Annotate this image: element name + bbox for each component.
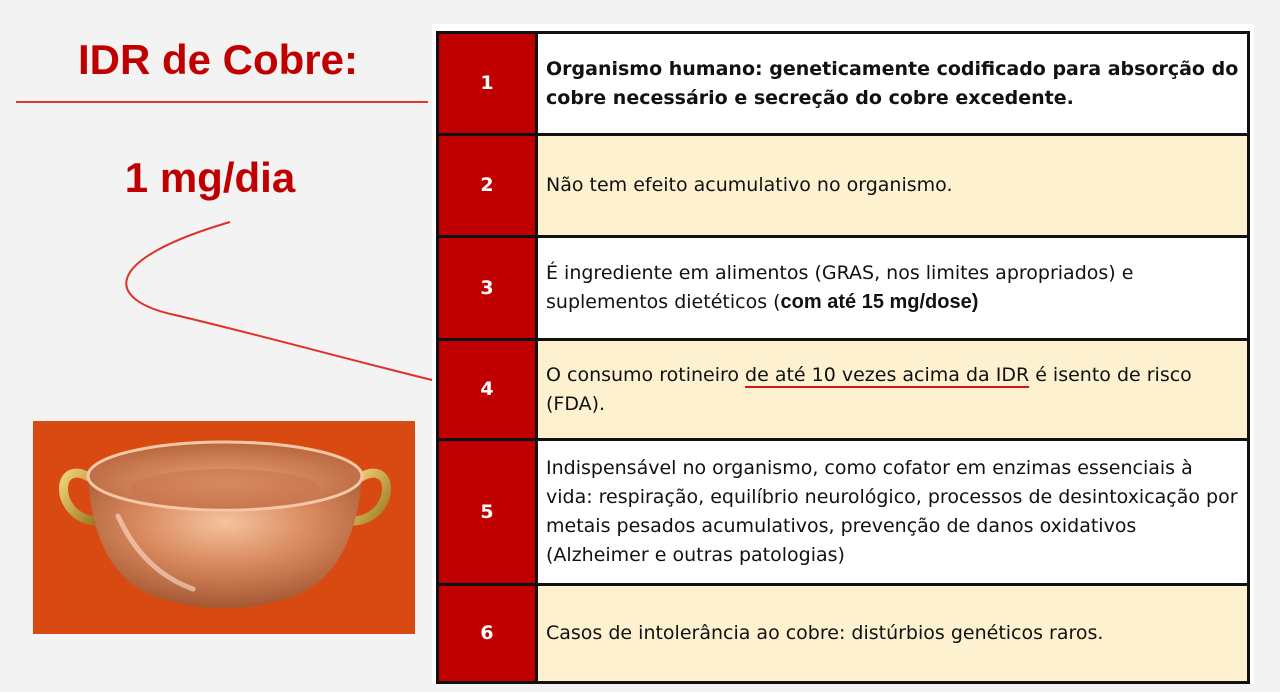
row-number: 6 xyxy=(438,585,537,683)
row-number: 2 xyxy=(438,135,537,237)
row-text: Organismo humano: geneticamente codificado para absorção do cobre necessário e secreção do cobre excedente. xyxy=(537,33,1249,135)
row-text-start: O consumo rotineiro xyxy=(546,363,746,386)
daily-dose: 1 mg/dia xyxy=(124,154,296,201)
table-row xyxy=(438,340,1249,440)
row-number: 4 xyxy=(438,340,537,440)
copper-facts-table xyxy=(436,31,1250,684)
row-text-main: É ingrediente em alimentos (GRAS, nos limites apropriados) e suplementos dietéticos ( xyxy=(546,262,1134,313)
row-text xyxy=(537,340,1249,440)
table-row xyxy=(438,237,1249,340)
row-text xyxy=(537,237,1249,340)
row-text: Indispensável no organismo, como cofator em enzimas essenciais à vida: respiração, equilíbrio neurológico, processos de desintoxicação por metais pesados acumulativos, prevenção de danos oxidativos (Alzheimer e outras patologias) xyxy=(537,440,1249,585)
table-row xyxy=(438,135,1249,237)
row-text-end: é isento de risco (FDA). xyxy=(546,363,1192,415)
page-title: IDR de Cobre: xyxy=(77,36,358,83)
row-number: 5 xyxy=(438,440,537,585)
copper-pot-icon xyxy=(33,421,415,634)
table-row xyxy=(438,585,1249,683)
row-text: Casos de intolerância ao cobre: distúrbios genéticos raros. xyxy=(537,585,1249,683)
row-text: Não tem efeito acumulativo no organismo. xyxy=(537,135,1249,237)
table-row xyxy=(438,33,1249,135)
row-text-underlined: de até 10 vezes acima da IDR xyxy=(745,363,1030,386)
row-text-bold: com até 15 mg/dose) xyxy=(780,291,979,313)
copper-pot-image xyxy=(33,421,415,634)
title-divider xyxy=(16,101,428,103)
row-number: 1 xyxy=(438,33,537,135)
row-number: 3 xyxy=(438,237,537,340)
table-row xyxy=(438,440,1249,585)
